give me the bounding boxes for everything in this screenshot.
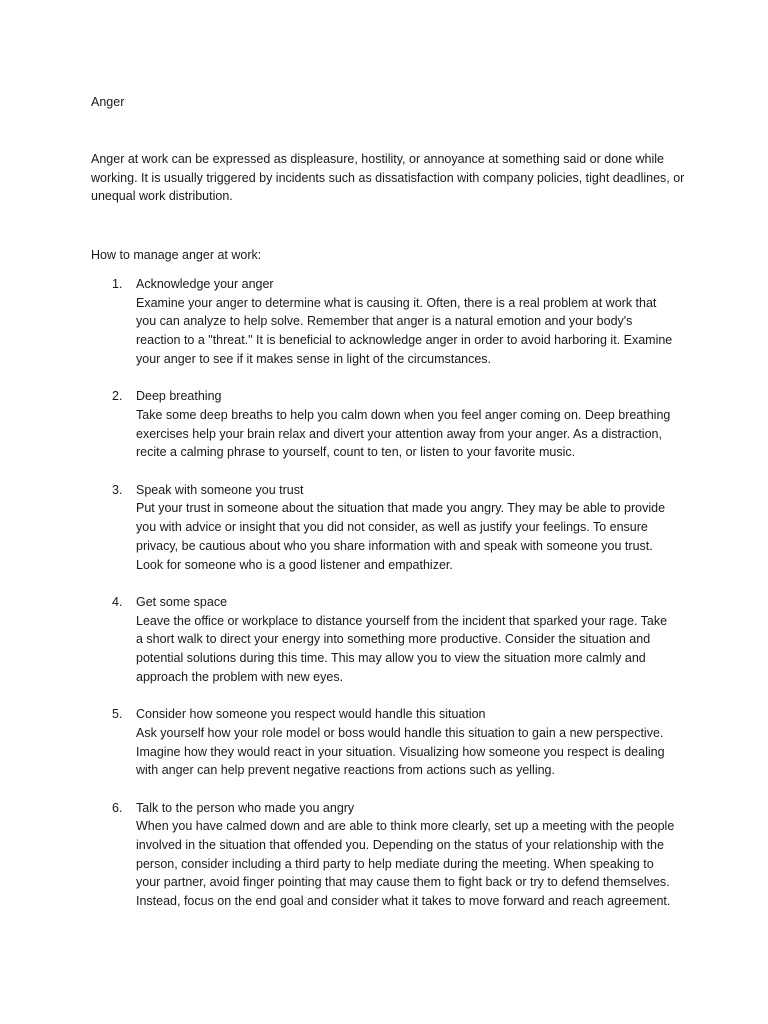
list-item-body: Take some deep breaths to help you calm down when you feel anger coming on. Deep breathing exercises help your brain relax and divert your attention away from your anger. As a distraction, recite a calming phrase to yourself, count to ten, or listen to your favorite music. (136, 407, 671, 460)
list-heading: How to manage anger at work: (91, 248, 262, 262)
list-item-number: 2. (112, 389, 123, 404)
list-item (0, 387, 676, 462)
list-item-number: 5. (112, 707, 123, 722)
intro-paragraph: Anger at work can be expressed as displeasure, hostility, or annoyance at something said or done while working. It is usually triggered by incidents such as dissatisfaction with company policies, tight deadlines, or unequal work distribution. (91, 152, 685, 204)
list-item-title: Deep breathing (136, 389, 222, 404)
list-item-title: Acknowledge your anger (136, 277, 274, 291)
list-item-title: Consider how someone you respect would handle this situation (136, 707, 486, 722)
list-item-body: Leave the office or workplace to distance yourself from the incident that sparked your rage. Take a short walk to direct your energy into something more productive. Consider the situation and potential solutions during this time. This may allow you to view the situation more calmly and approach the problem with new eyes. (136, 613, 668, 684)
list-item-number: 4. (112, 594, 123, 609)
list-item-body: Put your trust in someone about the situation that made you angry. They may be able to provide you with advice or insight that you did not consider, as well as justify your feelings. To ensure privacy, be cautious about who you share information with and speak with someone you trust. Look for someone who is a good listener and empathizer. (136, 501, 666, 572)
list-item-title: Get some space (136, 594, 228, 609)
list-item-number: 6. (112, 800, 123, 815)
list-item (0, 275, 676, 369)
list-item-body: When you have calmed down and are able to think more clearly, set up a meeting with the people involved in the situation that offended you. Depending on the status of your relationship with the person, consider including a third party to help mediate during the meeting. When speaking to your partner, avoid finger pointing that may cause them to fight back or try to defend themselves. Instead, focus on the end goal and consider what it takes to move forward and reach agreement. (136, 819, 675, 909)
list-item-number: 1. (112, 277, 123, 291)
document-title: Anger (91, 95, 125, 109)
list-item-number: 3. (112, 482, 123, 497)
tips-list (0, 275, 768, 930)
list-item (0, 705, 676, 780)
list-item (0, 799, 676, 911)
list-item (0, 481, 676, 575)
list-item-title: Talk to the person who made you angry (136, 800, 355, 815)
list-item-title: Speak with someone you trust (136, 482, 304, 497)
list-item-body: Examine your anger to determine what is causing it. Often, there is a real problem at work that you can analyze to help solve. Remember that anger is a natural emotion and your body's reaction to a "threat." It is beneficial to acknowledge anger in order to avoid harboring it. Examine your anger to see if it makes sense in light of the circumstances. (136, 295, 673, 366)
list-item-body: Ask yourself how your role model or boss would handle this situation to gain a new perspective. Imagine how they would react in your situation. Visualizing how someone you respect is dealing with anger can help prevent negative reactions from actions such as yelling. (136, 725, 665, 778)
list-item (0, 593, 676, 687)
